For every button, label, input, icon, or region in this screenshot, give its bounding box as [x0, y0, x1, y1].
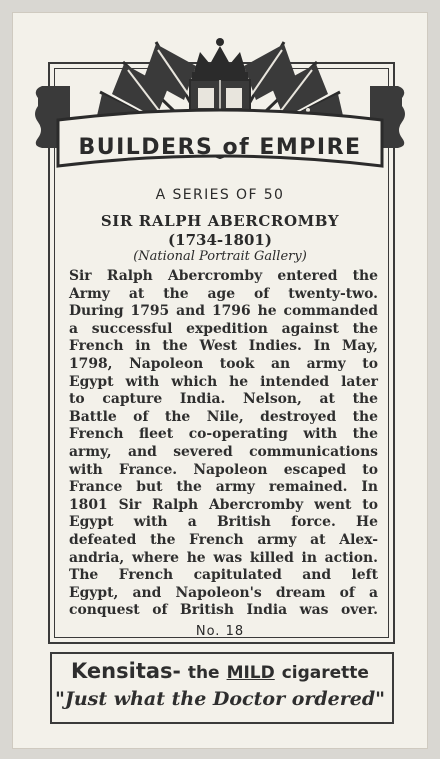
advert-the: the	[187, 663, 220, 683]
series-label: A SERIES OF 50	[155, 187, 285, 203]
advert-dash: -	[172, 659, 181, 683]
card-number: No. 18	[195, 624, 245, 639]
biography-line: Egypt with which he intended later	[69, 373, 378, 390]
biography-line: defeated the French army at Alex-	[69, 531, 378, 548]
biography-line: Egypt, and Napoleon's dream of a	[69, 584, 378, 601]
biography-line: Egypt with a British force. He	[69, 514, 378, 531]
portrait-source: (National Portrait Gallery)	[133, 249, 307, 264]
biography-line: French in the West Indies. In May,	[69, 338, 378, 355]
biography-line: During 1795 and 1796 he commanded	[69, 303, 378, 320]
biography-line: to capture India. Nelson, at the	[69, 391, 378, 408]
advert-headline	[0, 659, 440, 683]
biography-line: Sir Ralph Abercromby entered the	[69, 268, 378, 284]
biography-line: Army at the age of twenty-two.	[69, 285, 378, 302]
biography-line: The French capitulated and left	[69, 567, 378, 584]
advert-brand: Kensitas	[71, 659, 173, 683]
biography-line: army, and severed communications	[69, 443, 378, 460]
biography-line: Battle of the Nile, destroyed the	[69, 408, 378, 425]
biography-line: 1801 Sir Ralph Abercromby went to	[69, 496, 378, 513]
banner-title: BUILDERS of EMPIRE	[78, 135, 362, 160]
biography-line: France but the army remained. In	[69, 479, 378, 496]
biography-line: French fleet co-operating with the	[69, 426, 378, 443]
biography-line: with France. Napoleon escaped to	[69, 461, 378, 478]
biography-line: andria, where he was killed in action.	[69, 549, 378, 566]
subject-name: SIR RALPH ABERCROMBY	[100, 212, 340, 230]
advert-mild: MILD	[226, 663, 275, 683]
biography-text	[69, 268, 378, 620]
advert-cigarette: cigarette	[281, 663, 369, 683]
biography-line: 1798, Napoleon took an army to	[69, 355, 378, 372]
biography-line: a successful expedition against the	[69, 320, 378, 337]
biography-line: conquest of British India was over.	[69, 602, 378, 619]
subject-years: (1734-1801)	[168, 231, 272, 249]
builders-of-empire-header	[28, 30, 412, 190]
advert-slogan: "Just what the Doctor ordered"	[54, 688, 386, 710]
